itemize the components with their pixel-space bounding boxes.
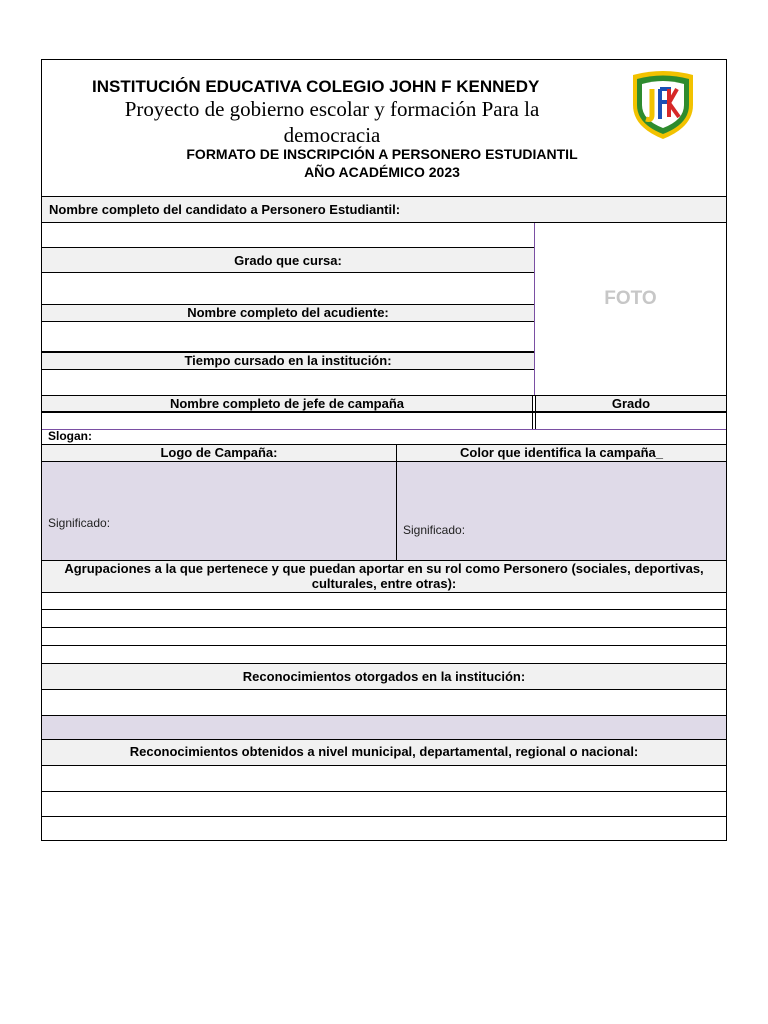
campaign-logo-field[interactable]	[42, 462, 396, 560]
groups-field-4[interactable]	[42, 646, 726, 663]
project-title: Proyecto de gobierno escolar y formación Para la democracia	[124, 97, 540, 147]
recognitions-ext-field-3[interactable]	[42, 817, 726, 840]
campaign-chief-label: Nombre completo de jefe de campaña	[42, 396, 532, 412]
recognitions-ext-field-1[interactable]	[42, 766, 726, 791]
logo-meaning-label: Significado:	[48, 516, 111, 530]
photo-placeholder: FOTO	[604, 288, 657, 309]
academic-year: AÑO ACADÉMICO 2023	[304, 164, 460, 180]
groups-field-3[interactable]	[42, 628, 726, 645]
school-shield-logo	[627, 69, 699, 143]
groups-label: Agrupaciones a la que pertenece y que puedan aportar en su rol como Personero (sociales, deportivas, culturales, entre otras):	[42, 561, 726, 592]
recognitions-inst-field[interactable]	[42, 690, 726, 715]
slogan-label: Slogan:	[48, 429, 92, 443]
institution-name: INSTITUCIÓN EDUCATIVA COLEGIO JOHN F KENNEDY	[92, 77, 540, 96]
registration-form	[41, 59, 727, 841]
form-title: FORMATO DE INSCRIPCIÓN A PERSONERO ESTUDIANTIL	[186, 146, 578, 162]
grade-label: Grado que cursa:	[42, 248, 534, 272]
time-label: Tiempo cursado en la institución:	[42, 353, 534, 369]
campaign-color-label: Color que identifica la campaña_	[397, 445, 726, 461]
campaign-logo-label: Logo de Campaña:	[42, 445, 396, 461]
candidate-name-text: Nombre completo del candidato a Personero Estudiantil:	[49, 202, 401, 217]
campaign-chief-field[interactable]	[42, 413, 532, 429]
candidate-name-label	[42, 197, 726, 222]
campaign-color-field[interactable]	[397, 462, 726, 560]
guardian-field[interactable]	[42, 322, 534, 351]
chief-grade-label: Grado	[536, 396, 726, 412]
color-meaning-label: Significado:	[403, 523, 466, 537]
guardian-label: Nombre completo del acudiente:	[42, 305, 534, 321]
recognitions-inst-field-2[interactable]	[42, 716, 726, 739]
time-field[interactable]	[42, 370, 534, 395]
grade-field[interactable]	[42, 273, 534, 304]
chief-grade-field[interactable]	[536, 413, 726, 429]
recognitions-ext-label: Reconocimientos obtenidos a nivel municipal, departamental, regional o nacional:	[42, 740, 726, 765]
recognitions-inst-label: Reconocimientos otorgados en la institución:	[42, 664, 726, 689]
groups-field-2[interactable]	[42, 610, 726, 627]
recognitions-ext-field-2[interactable]	[42, 792, 726, 816]
candidate-name-field[interactable]	[42, 223, 534, 247]
groups-field-1[interactable]	[42, 593, 726, 609]
